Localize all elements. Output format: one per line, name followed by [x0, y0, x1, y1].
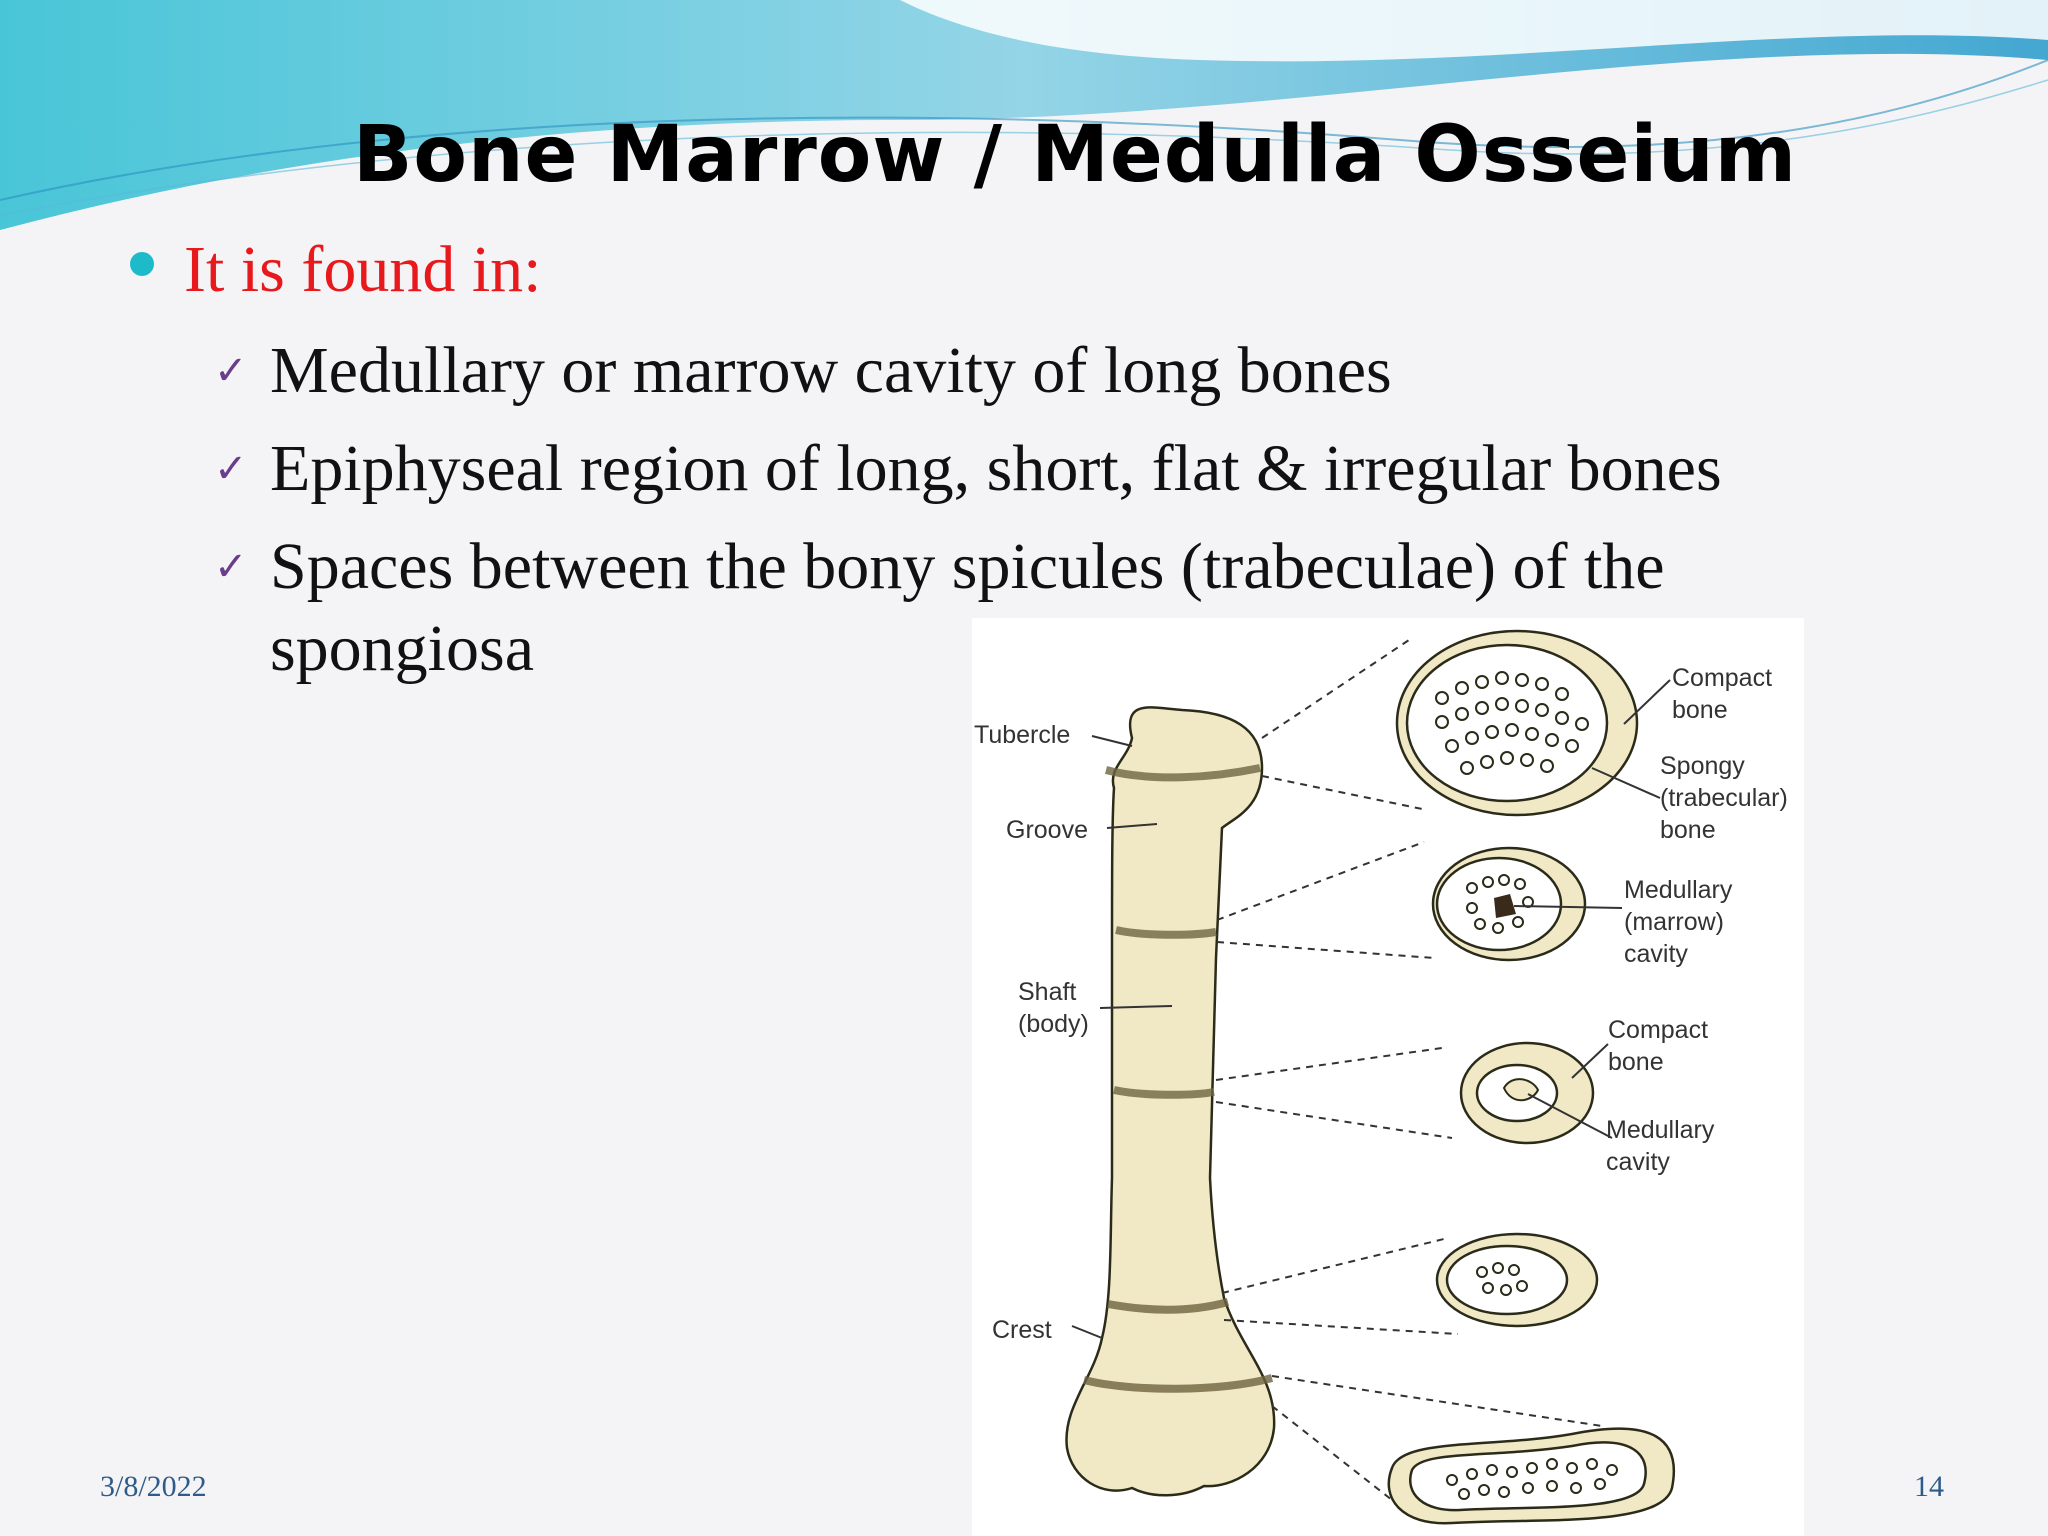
list-item — [214, 330, 1930, 418]
label-spongy-bone-c: bone — [1660, 816, 1716, 844]
list-item — [214, 428, 1930, 516]
label-compact-bone-1a: Compact — [1672, 664, 1773, 692]
label-spongy-bone-a: Spongy — [1660, 752, 1745, 780]
label-medullary-cavity-1a: Medullary — [1624, 876, 1733, 904]
list-item-text: Medullary or marrow cavity of long bones — [270, 334, 1392, 407]
bullet-heading — [130, 232, 542, 308]
footer-page-number: 14 — [1914, 1470, 1944, 1503]
list-item-text: Epiphyseal region of long, short, flat & irregular bones — [270, 432, 1722, 505]
bone-illustration — [972, 618, 1804, 1536]
label-medullary-cavity-2a: Medullary — [1606, 1116, 1715, 1144]
label-tubercle: Tubercle — [974, 721, 1071, 749]
slide-title: Bone Marrow / Medulla Osseium — [352, 110, 1797, 200]
label-compact-bone-1b: bone — [1672, 696, 1728, 724]
label-medullary-cavity-1b: (marrow) — [1624, 908, 1724, 936]
footer-date: 3/8/2022 — [100, 1470, 207, 1503]
label-medullary-cavity-2b: cavity — [1606, 1148, 1670, 1176]
bullet-dot-icon — [130, 252, 154, 276]
label-medullary-cavity-1c: cavity — [1624, 940, 1688, 968]
label-groove: Groove — [1006, 816, 1088, 844]
bone-diagram — [972, 618, 1804, 1536]
bullet-text: It is found in: — [184, 233, 542, 306]
checkmark-icon: ✓ — [214, 347, 248, 394]
label-crest: Crest — [992, 1316, 1052, 1344]
checkmark-icon: ✓ — [214, 543, 248, 590]
label-spongy-bone-b: (trabecular) — [1660, 784, 1788, 812]
list-item-text: Spaces between the bony spicules (trabeculae) of the spongiosa — [270, 530, 1665, 685]
checkmark-icon: ✓ — [214, 445, 248, 492]
label-body: (body) — [1018, 1010, 1089, 1038]
label-compact-bone-2b: bone — [1608, 1048, 1664, 1076]
label-compact-bone-2a: Compact — [1608, 1016, 1709, 1044]
label-shaft: Shaft — [1018, 978, 1077, 1006]
